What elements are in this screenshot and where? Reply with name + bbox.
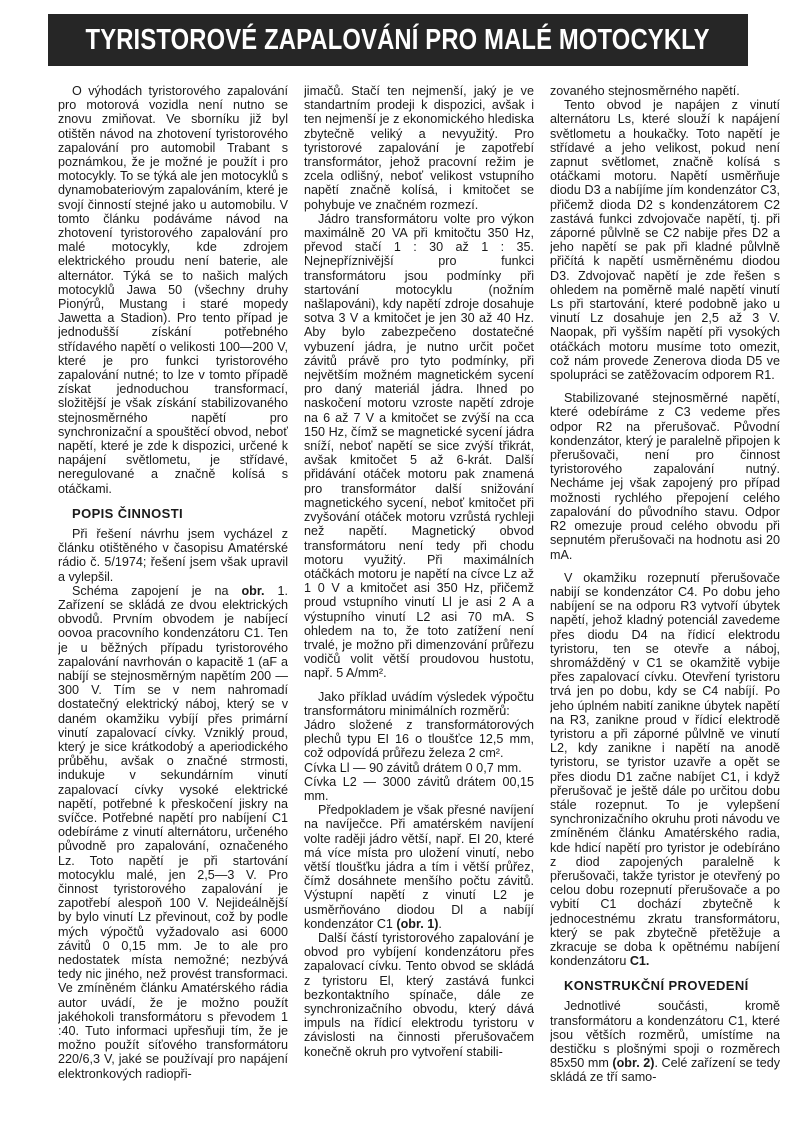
text-run: . Celé zařízení se tedy skládá ze tří samo- [550, 1056, 780, 1085]
paragraph: Stabilizované stejnosměrné napětí, které odebíráme z C3 vedeme přes odpor R2 na přerušovač. Původní kondenzátor, který je paralelně připojen k přerušovači, není pro činnost tyristorového zapalování nutný. Necháme jej však zapojený pro případ možnosti rychlého přepojení celého zapalování do původního stavu. Odpor R2 omezuje proud celého obvodu při sepnutém přerušovači na hodnotu asi 20 mA. [550, 391, 780, 562]
paragraph: Jako příklad uvádím výsledek výpočtu transformátoru minimálních rozměrů: [304, 689, 534, 718]
column-3 [550, 84, 780, 1124]
text-run: Schéma zapojení je na [72, 583, 242, 598]
paragraph [304, 803, 534, 931]
text-run: 1. Zařízení se skládá ze dvou elektrických obvodů. Prvním obvodem je nabíjecí oovoa pracovního kondenzátoru C1. Ten je u běžných případu tyristorového zapalování navrhován o kapacitě 1 (aF a nabíjí se stejnosměrným napětím 200 —300 V. Tím se v nem nahromadí dostatečný elektrický náboj, který se v daném okamžiku vybíjí přes primární vinutí zapalovací cívky. Vzniklý proud, který je sice krátkodobý a aperiodického průběhu, avšak o značné strmosti, indukuje v sekundárním vinutí zapalovací cívky vysoké elektrické napětí, potřebné k přeskočení jiskry na svíčce. Potřebné napětí pro nabíjení C1 odebíráme z vinutí alternátoru, určeného původně pro zapalování, označeného Lz. Toto napětí je při startování motocyklu malé, jen 2,5—3 V. Pro činnost tyristorového zapalování je zapotřebí alespoň 100 V. Nejideálnější by bylo vinutí Lz převinout, což by podle mých výpočtů vyžadovalo asi 6000 závitů 0 0,15 mm. Je to ale pro nedostatek místa nemožné; nezbývá tedy nic jiného, než provést transformaci. Ve zmíněném článku Amatérského rádia autor uvádí, že je možno použít jakéhokoli transformátoru s převodem 1 :40. Tuto informaci upřesňuji tím, že je možno použít síťového transformátoru 220/6,3 V, jaké se používají pro napájení elektronkových radiopři- [58, 583, 288, 1081]
paragraph: Cívka Ll — 90 závitů drátem 0 0,7 mm. [304, 760, 522, 775]
article-title: TYRISTOROVÉ ZAPALOVÁNÍ PRO MALÉ MOTOCYKLY [85, 23, 711, 56]
figure-ref: (obr. 2) [612, 1056, 655, 1071]
figure-ref: (obr. 1) [396, 916, 439, 931]
article-body [58, 84, 780, 1124]
paragraph: Jádro transformátoru volte pro výkon maximálně 20 VA při kmitočtu 350 Hz, převod stačí 1 : 30 až 1 : 35. Nejnepříznivější pro funkci transformátoru jsou podmínky při startování motocyklu (nožním našlapováni), kdy napětí zdroje dosahuje sotva 3 V a kmitočet je jen 30 až 40 Hz. Aby bylo zabezpečeno dostatečné vybuzení jádra, je nutno určit počet závitů právě pro tyto podmínky, při největším možném magnetickém sycení pro daný materiál jádra. Ihned po naskočení motoru vzroste napětí zdroje na 6 až 7 V a kmitočet se zvýší na cca 150 Hz, čímž se magnetické sycení jádra sníží, neboť napětí se sice zvýší třikrát, avšak kmitočet 5 až 6-krát. Další přidávání otáček motoru pak znamená pro transformátor další snižování magnetického sycení, neboť kmitočet při zvyšování otáček motoru vzrůstá rychleji než napětí. Magnetický obvod transformátoru není tedy při chodu motoru využitý. Při maximálních otáčkách motoru je napětí na cívce Lz až 1 0 V a kmitočet asi 350 Hz, přičemž proud vstupního vinutí Ll je asi 2 A a výstupního vinutí L2 asi 70 mA. S ohledem na to, že toto zatížení není trvalé, je možno při dimenzování průřezu vodičů volit větší proudovou hustotu, např. 5 A/mm². [304, 211, 534, 681]
component-ref: C1. [629, 954, 650, 969]
paragraph: zovaného stejnosměrného napětí. [550, 84, 740, 98]
paragraph: Jádro složené z transformátorových plechů typu EI 16 o tloušťce 12,5 mm, což odpovídá průřezu železa 2 cm². [304, 717, 534, 761]
paragraph: Tento obvod je napájen z vinutí alternátoru Ls, které slouží k napájení světlometu a houkačky. Toto napětí je střídavé a jeho velikost, pokud není zapnut světlomet, značně kolísá s otáčkami motoru. Napětí usměrňuje diodu D3 a nabíjíme jím kondenzátor C3, přičemž dioda D2 s kondenzátorem C2 zastává funkci zdvojovače napětí, tj. při záporné půlvlně se C2 nabije přes D2 a jeho napětí se pak při kladné půlvlně přičítá k napětí usměrněnému diodou D3. Zdvojovač napětí je zde řešen s ohledem na poměrně malé napětí vinutí Ls při startování, které podobně jako u vinutí Lz dosahuje jen 2,5 až 3 V. Naopak, při vyšším napětí při vysokých otáčkách motoru musíme toto omezit, což nám provede Zenerova dioda D5 ve spolupráci se zatěžovacím odporem R1. [550, 98, 780, 383]
paragraph: O výhodách tyristorového zapalování pro motorová vozidla není nutno se znovu zmiňovat. Ve sborníku již byl otištěn návod na zhotovení tyristorového zapalování pro automobil Trabant s poznámkou, že je možné je použít i pro motocykly. To se týká ale jen motocyklů s dynamobateriovým zapalováním, které je svojí činností stejné jako u automobilu. V tomto článku podáváme návod na zhotovení tyristorového zapalování pro malé motocykly, kde zdrojem elektrického proudu není baterie, ale alternátor. Týká se to našich malých motocyklů Jawa 50 (všechny druhy Pionýrů, Mustang i staré mopedy Jawetta a Stadion). Pro tento případ je jednodušší získání potřebného střídavého napětí o velikosti 100—200 V, které je pro funkci tyristorového zapalování nutné; to lze v tomto případě získat jednoduchou transformací, složitější je však získání stabilizovaného stejnosměrného napětí pro synchronizační a spouštěcí obvod, neboť napětí, které je zde k dispozici, určené k napájení světlometu, je střídavé, neregulované a značně kolísá s otáčkami. [58, 84, 288, 496]
figure-ref: obr. [241, 583, 265, 598]
article-title-banner [48, 14, 748, 66]
text-run: Jednotlivé součásti, kromě transformátoru a kondenzátoru C1, které jsou větších rozměrů, umístíme na destičku s plošnými spoji o rozměrech 85x50 mm [550, 999, 780, 1071]
column-2 [304, 84, 534, 1124]
paragraph [550, 571, 780, 969]
column-1 [58, 84, 288, 1124]
text-run: . [438, 916, 442, 931]
paragraph: Při řešení návrhu jsem vycházel z článku otištěného v časopisu Amatérské rádio č. 5/1974; řešení jsem však upravil a vylepšil. [58, 526, 288, 584]
paragraph: Cívka L2 — 3000 závitů drátem 00,15 mm. [304, 774, 534, 803]
text-run: V okamžiku rozepnutí přerušovače nabijí se kondenzátor C4. Po dobu jeho nabíjení se na odporu R3 vytvoří úbytek napětí, jehož kladný potenciál zavedeme přes diodu D4 na řídicí elektrodu tyristoru, ten se otevře a náboj, shromážděný v C1 se okamžitě vybije přes zapalovací cívku. Otevření tyristoru trvá jen po dobu, kdy se C4 nabíjí. Po jeho úplném nabití zanikne úbytek napětí na R3, zanikne proud v řídicí elektrodě tyristoru a při záporné půlvlně ve vinutí L2, kdy zanikne i napětí na anodě tyristoru, se tyristor uzavře a opět se přes diodu D1 začne nabíjet C1, i když přerušovač je ještě dále po určitou dobu stále rozepnut. To je vylepšení synchronizačního okruhu proti návodu ve zmíněném článku Amatérského radia, kde hdicí napětí pro tyristor je odebíráno z diod zapojených paralelně k přerušovači, takže tyristor je otevřený po celou dobu rozepnutí přerušovače a po vybití C1 dochází zbytečně k jednocestnému zkratu transformátoru, který se pak zbytečně přetěžuje a zkracuje se doba k opětnému nabíjení kondenzátoru [550, 570, 780, 969]
section-heading-popis: POPIS ČINNOSTI [72, 505, 184, 521]
paragraph [550, 999, 780, 1084]
text-run: Předpokladem je však přesné navíjení na navíječce. Při amatérském navíjení volte raději jádro větší, např. EI 20, které má více místa pro uložení vinutí, nebo větší tloušťku jádra a tím i větší průřez, čímž dosáhnete menšího počtu závitů. Výstupní napětí z vinutí L2 je usměrňováno diodou Dl a nabíjí kondenzátor C1 [304, 803, 534, 931]
section-heading-konstrukce: KONSTRUKČNÍ PROVEDENÍ [564, 978, 749, 994]
paragraph: jimačů. Stačí ten nejmenší, jaký je ve standartním prodeji k dispozici, avšak i ten nejmenší je z ekonomického hlediska zbytečně veliký a nevyužitý. Pro tyristorové zapalování je zapotřebí transformátor, jehož pracovní režim je zcela odlišný, neboť velikost vstupního napětí značně kolísá, i kmitočet se pohybuje ve značném rozmezí. [304, 84, 534, 212]
paragraph: Další částí tyristorového zapalování je obvod pro vybíjení kondenzátoru přes zapalovací cívku. Tento obvod se skládá z tyristoru El, který zastává funkci bezkontaktního spínače, dále ze synchronizačního obvodu, který dává impuls na řídicí elektrodu tyristoru v závislosti na činnosti přerušovačem konečně okruh pro vytvoření stabili- [304, 930, 534, 1059]
paragraph [58, 584, 288, 1081]
